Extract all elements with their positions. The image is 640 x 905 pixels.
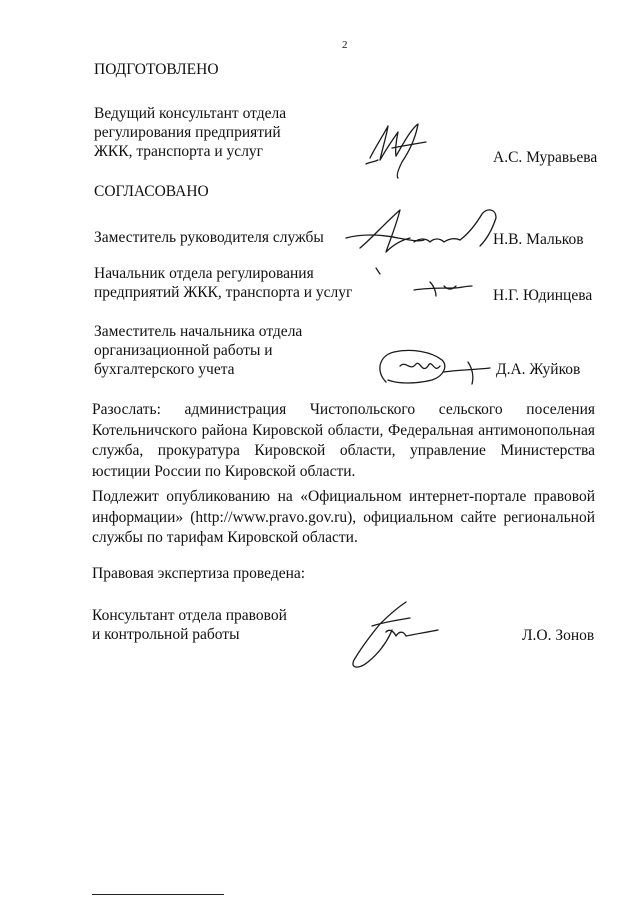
position-line: предприятий ЖКК, транспорта и услуг <box>94 284 353 301</box>
footnote-divider <box>92 894 224 895</box>
position-line: Начальник отдела регулирования <box>94 265 314 282</box>
legal-review-name: Л.О. Зонов <box>522 627 595 644</box>
position-line: Консультант отдела правовой <box>92 607 287 624</box>
signature-muravyeva <box>362 116 436 182</box>
legal-review-position <box>92 606 287 644</box>
position-line: и контрольной работы <box>92 626 240 643</box>
page-number: 2 <box>342 39 348 51</box>
legal-review-statement: Правовая экспертиза проведена: <box>92 565 306 582</box>
signer-position <box>94 322 302 379</box>
signature-yudintseva <box>410 276 476 300</box>
signer-name: Д.А. Жуйков <box>496 361 581 378</box>
prepared-heading: ПОДГОТОВЛЕНО <box>94 61 219 78</box>
signature-zonov <box>340 596 446 672</box>
signer-name: Н.Г. Юдинцева <box>493 287 593 304</box>
publication-text: Подлежит опубликованию на «Официальном интернет-портале правовой информации» (http://www.pravo.gov.ru), официальном сайте региональной службы по тарифам Кировской области. <box>92 488 595 546</box>
signer-position <box>94 264 352 302</box>
position-line: регулирования предприятий <box>94 124 281 141</box>
position-line: ЖКК, транспорта и услуг <box>94 143 264 160</box>
signer-position <box>94 228 324 247</box>
position-line: Ведущий консультант отдела <box>94 105 287 122</box>
position-line: организационной работы и <box>94 342 273 359</box>
prepared-name: А.С. Муравьева <box>493 149 598 166</box>
position-line: Заместитель начальника отдела <box>94 323 303 340</box>
signature-malkov <box>340 204 502 276</box>
position-line: Заместитель руководителя службы <box>94 229 324 246</box>
agreed-heading: СОГЛАСОВАНО <box>94 183 209 200</box>
signer-name: Н.В. Мальков <box>493 231 584 248</box>
position-line: бухгалтерского учета <box>94 361 235 378</box>
distribution-text: Разослать: администрация Чистопольского сельского поселения Котельничского района Кировской области, Федеральная антимонопольная служба, прокуратура Кировской области, управление Министерства юстиции России по Кировской области. <box>92 401 595 480</box>
signature-zhuikov <box>372 344 496 390</box>
prepared-position <box>94 104 286 161</box>
